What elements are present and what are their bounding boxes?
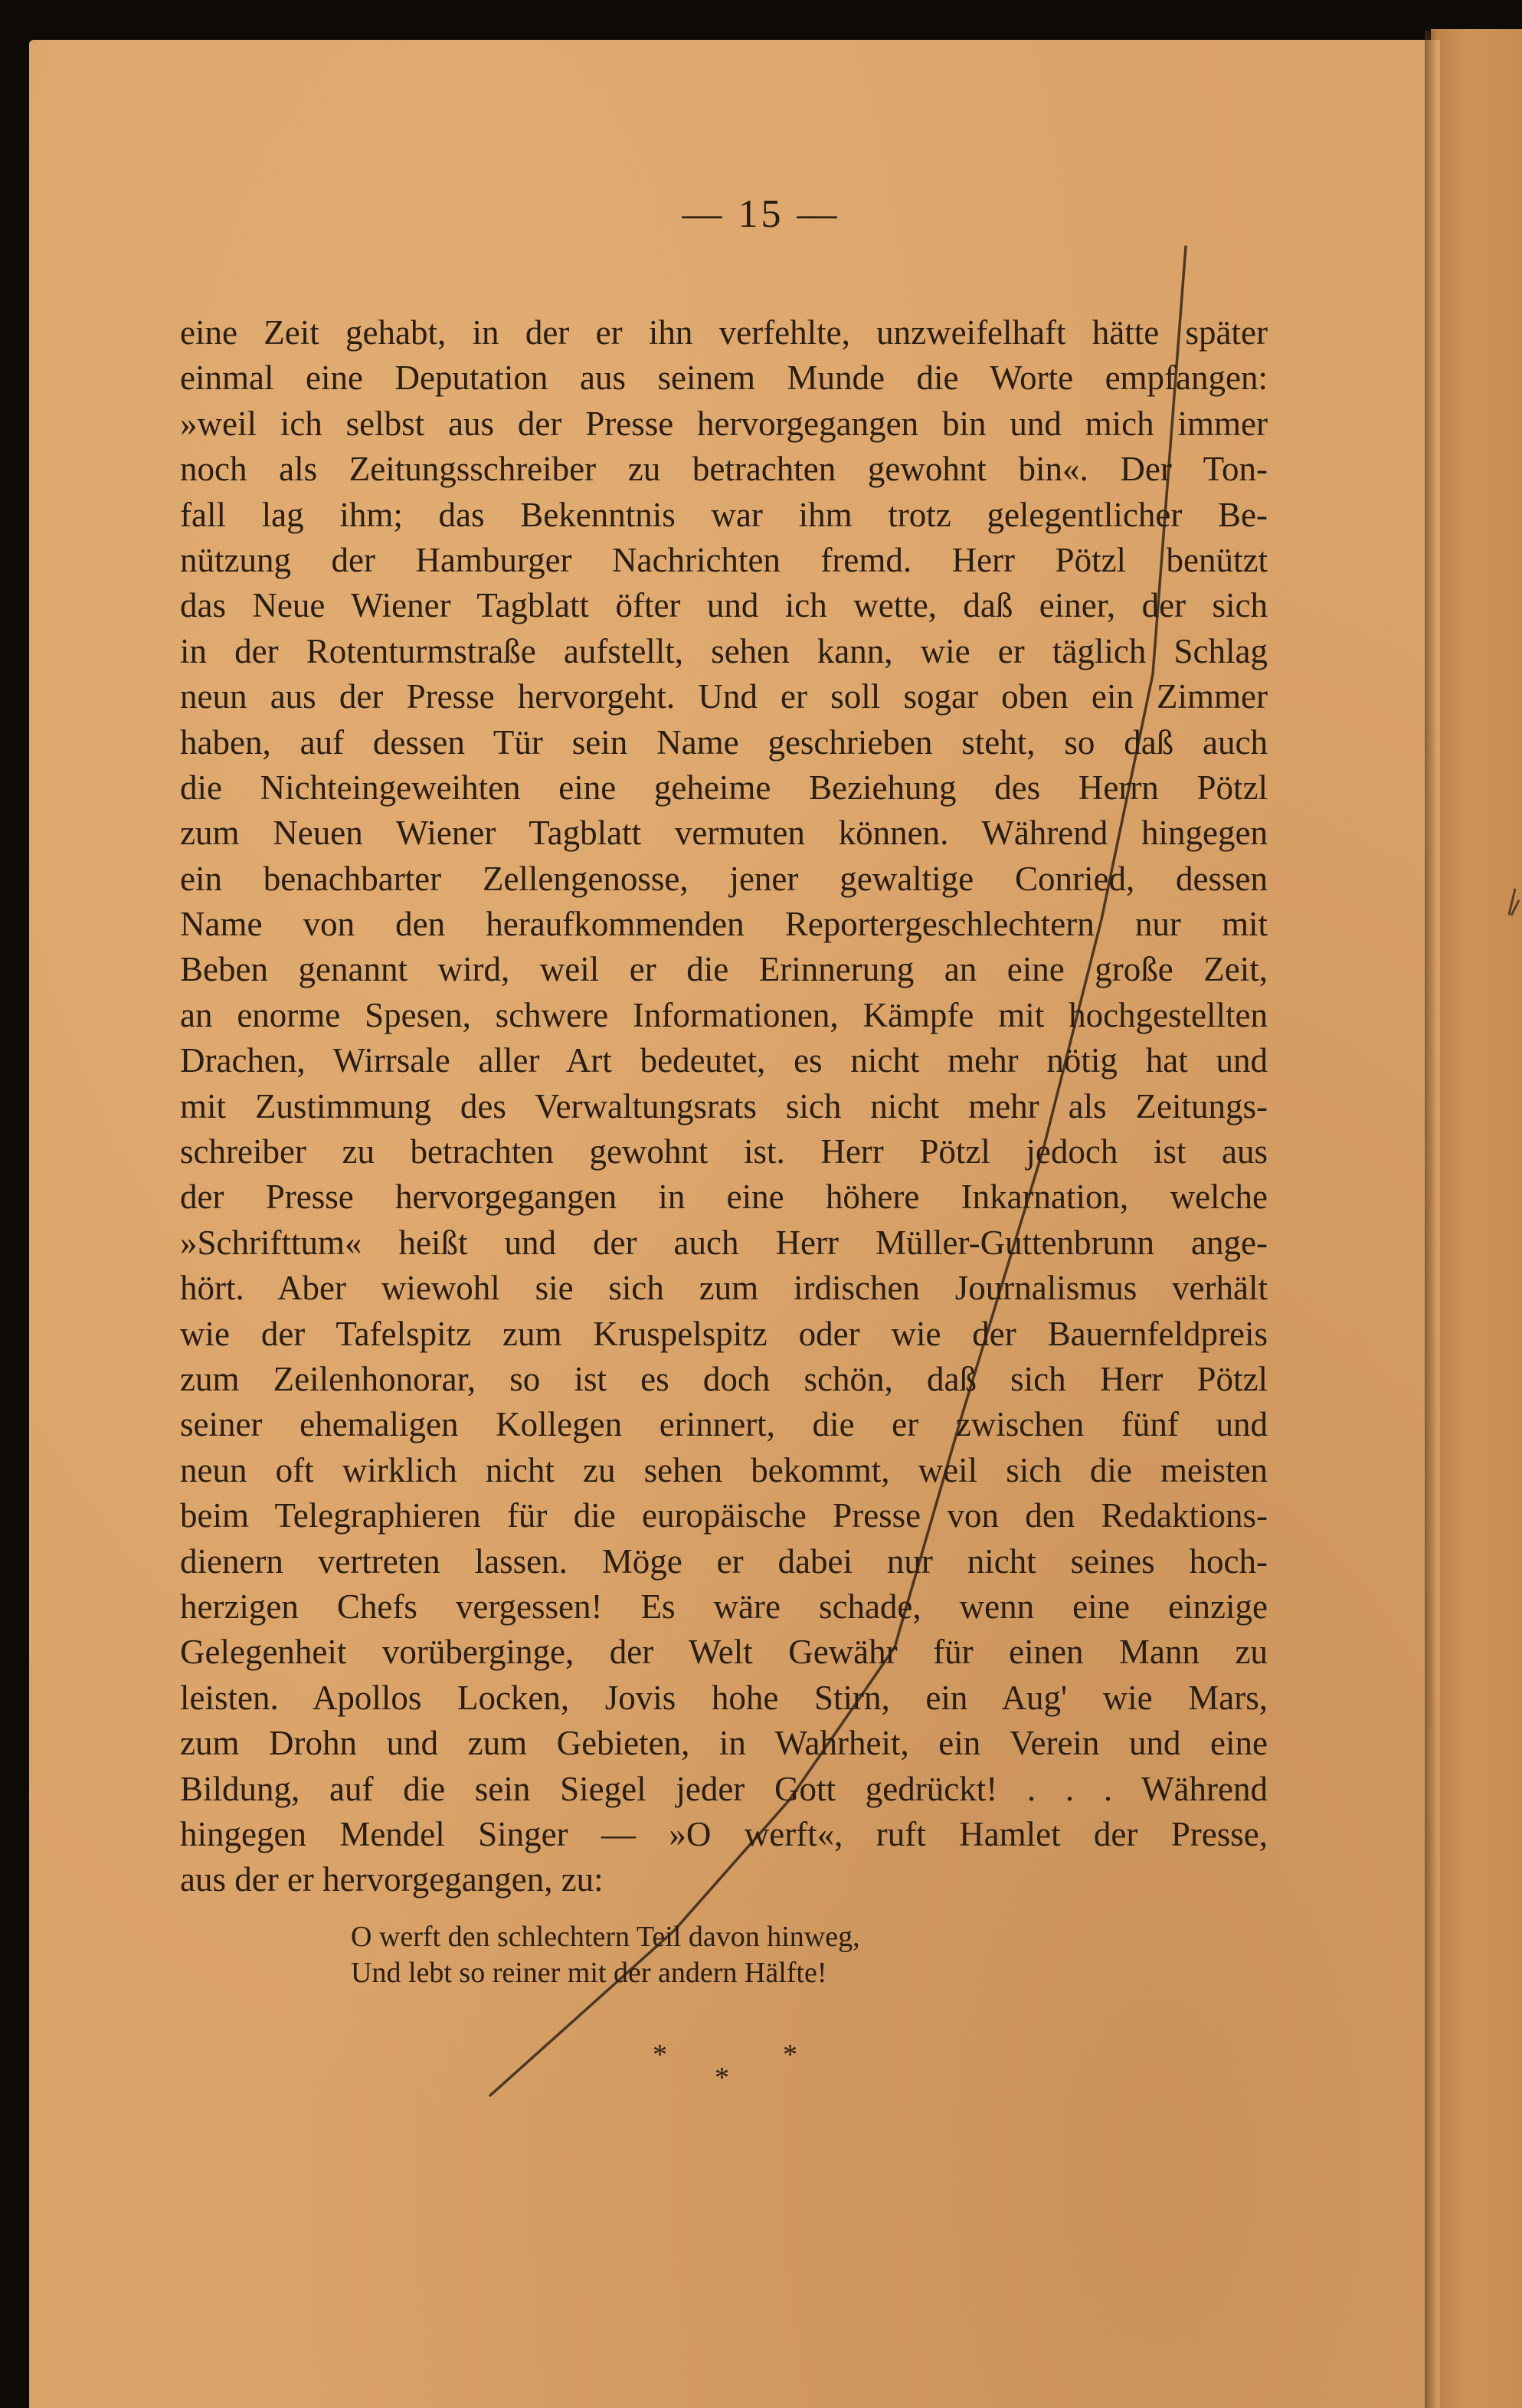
text-line: Name von den heraufkommenden Reportergeschlechtern nur mit [180,905,1268,944]
text-line: »Schrifttum« heißt und der auch Herr Müller-Guttenbrunn ange- [180,1223,1268,1262]
text-line: die Nichteingeweihten eine geheime Beziehung des Herrn Pötzl [180,768,1268,807]
text-line: eine Zeit gehabt, in der er ihn verfehlte, unzweifelhaft hätte später [180,313,1268,352]
text-line: Beben genannt wird, weil er die Erinnerung an eine große Zeit, [180,950,1268,989]
page-fold-shadow [1425,31,1437,2408]
verse-quote [351,1919,860,1991]
text-line: dienern vertreten lassen. Möge er dabei nur nicht seines hoch- [180,1541,1268,1581]
ornament-asterisk-left: * [653,2039,667,2071]
ornament-asterisk-right: * [783,2039,797,2071]
book-spine [1431,29,1522,2408]
text-line: zum Zeilenhonorar, so ist es doch schön, daß sich Herr Pötzl [180,1359,1268,1398]
text-line: Gelegenheit vorüberginge, der Welt Gewähr für einen Mann zu [180,1633,1268,1672]
text-line: nützung der Hamburger Nachrichten fremd. Herr Pötzl benützt [180,540,1268,579]
verse-line: O werft den schlechtern Teil davon hinweg, [351,1921,860,1953]
text-line: zum Drohn und zum Gebieten, in Wahrheit, ein Verein und eine [180,1724,1268,1763]
text-line: ein benachbarter Zellengenosse, jener gewaltige Conried, dessen [180,859,1268,898]
text-line: schreiber zu betrachten gewohnt ist. Herr Pötzl jedoch ist aus [180,1132,1268,1171]
text-line: leisten. Apollos Locken, Jovis hohe Stirn, ein Aug' wie Mars, [180,1678,1268,1717]
text-line: herzigen Chefs vergessen! Es wäre schade, wenn eine einzige [180,1587,1268,1626]
text-line: hingegen Mendel Singer — »O werft«, ruft Hamlet der Presse, [180,1814,1268,1853]
body-text [180,310,1268,1903]
text-line: mit Zustimmung des Verwaltungsrats sich nicht mehr als Zeitungs- [180,1086,1268,1125]
text-line: in der Rotenturmstraße aufstellt, sehen kann, wie er täglich Schlag [180,631,1268,670]
text-line: haben, auf dessen Tür sein Name geschrieben steht, so daß auch [180,722,1268,762]
text-line: aus der er hervorgegangen, zu: [180,1860,604,1899]
text-line: Drachen, Wirrsale aller Art bedeutet, es nicht mehr nötig hat und [180,1041,1268,1080]
text-line: einmal eine Deputation aus seinem Munde die Worte empfangen: [180,359,1268,398]
text-line: noch als Zeitungsschreiber zu betrachten gewohnt bin«. Der Ton- [180,450,1268,489]
text-line: wie der Tafelspitz zum Kruspelspitz oder wie der Bauernfeldpreis [180,1314,1268,1353]
ornament-asterisk-center: * [715,2062,729,2094]
text-line: Bildung, auf die sein Siegel jeder Gott gedrückt! . . . Während [180,1769,1268,1808]
text-line: »weil ich selbst aus der Presse hervorgegangen bin und mich immer [180,404,1268,443]
text-line: neun aus der Presse hervorgeht. Und er soll sogar oben ein Zimmer [180,677,1268,716]
text-line: zum Neuen Wiener Tagblatt vermuten können. Während hingegen [180,814,1268,853]
text-line: seiner ehemaligen Kollegen erinnert, die er zwischen fünf und [180,1405,1268,1444]
text-line: der Presse hervorgegangen in eine höhere Inkarnation, welche [180,1178,1268,1217]
verse-line: Und lebt so reiner mit der andern Hälfte! [351,1957,827,1989]
text-line: hört. Aber wiewohl sie sich zum irdischen Journalismus verhält [180,1269,1268,1308]
text-line: neun oft wirklich nicht zu sehen bekommt, weil sich die meisten [180,1450,1268,1489]
text-line: das Neue Wiener Tagblatt öfter und ich wette, daß einer, der sich [180,586,1268,625]
page-number: — 15 — [682,192,840,236]
text-line: fall lag ihm; das Bekenntnis war ihm trotz gelegentlicher Be- [180,495,1268,534]
text-line: an enorme Spesen, schwere Informationen, Kämpfe mit hochgestellten [180,995,1268,1034]
text-line: beim Telegraphieren für die europäische Presse von den Redaktions- [180,1496,1268,1535]
